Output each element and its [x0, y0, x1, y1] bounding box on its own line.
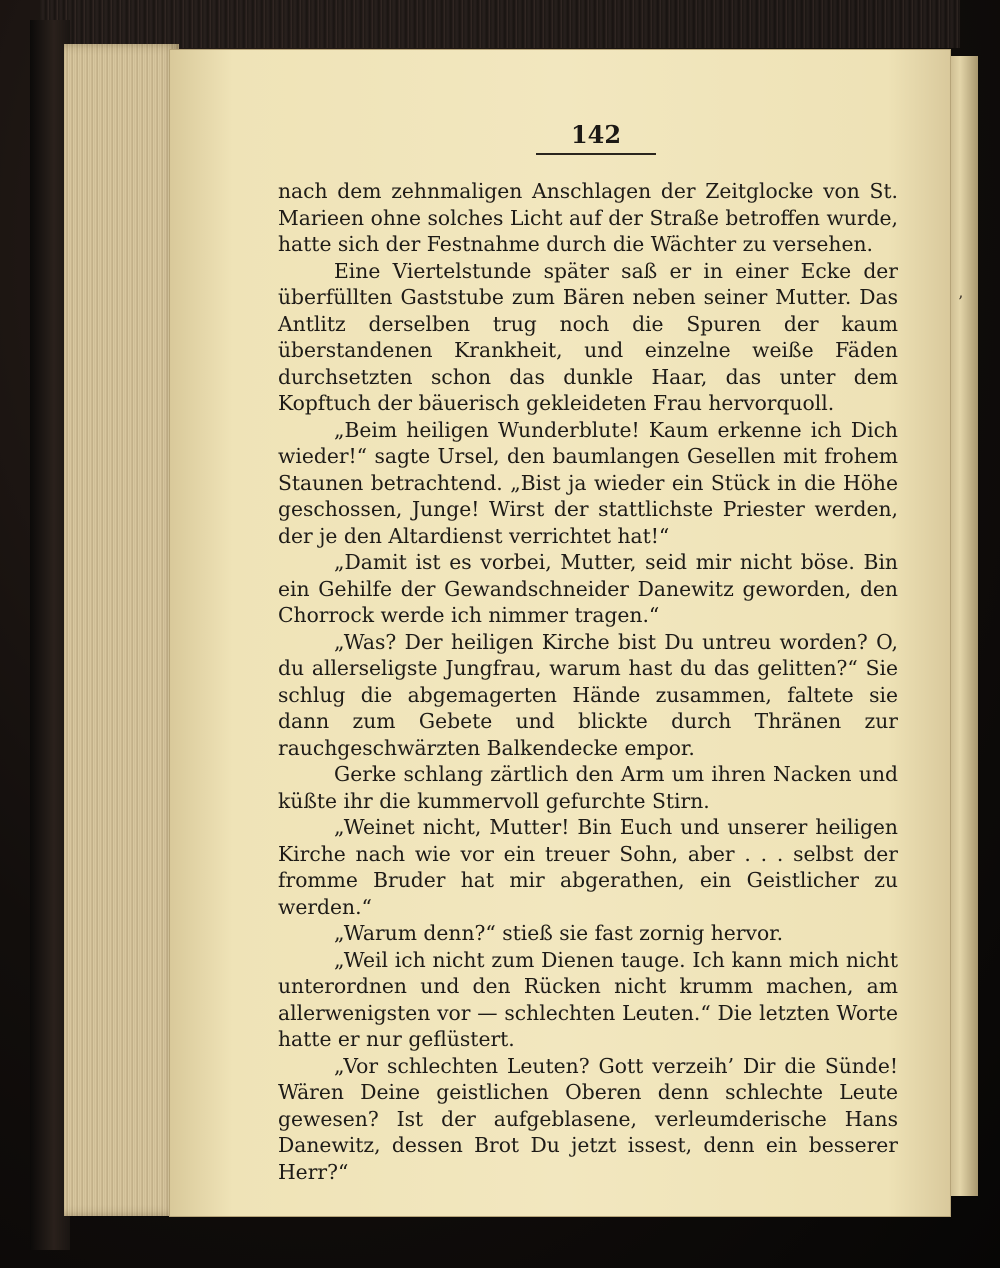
paragraph-5: „Was? Der heiligen Kirche bist Du untreu worden? O, du allerseligste Jungfrau, warum hast du das gelitten?“ Sie schlug die abgemagerten Hände zusammen, faltete sie dann zum Gebete und blickte durch Thränen zur rauchgeschwärzten Balkendecke empor.: [278, 629, 898, 760]
book-cover-top: [40, 0, 960, 48]
margin-mark: ’: [958, 292, 964, 311]
paragraph-3: „Beim heiligen Wunderblute! Kaum erkenne ich Dich wieder!“ sagte Ursel, den baumlangen Gesellen mit frohem Staunen betrachtend. „Bist ja wieder ein Stück in die Höhe geschossen, Junge! Wirst der stattlichste Priester werden, der je den Altardienst verrichtet hat!“: [278, 417, 898, 548]
paragraph-1: nach dem zehnmaligen Anschlagen der Zeitglocke von St. Marieen ohne solches Licht auf der Straße betroffen wurde, hatte sich der Festnahme durch die Wächter zu versehen.: [278, 179, 898, 256]
paragraph-7: „Weinet nicht, Mutter! Bin Euch und unserer heiligen Kirche nach wie vor ein treuer Sohn, aber . . . selbst der fromme Bruder hat mir abgerathen, ein Geistlicher zu werden.“: [278, 815, 898, 919]
page-number: 142: [570, 120, 622, 149]
paragraph-2: Eine Viertelstunde später saß er in einer Ecke der überfüllten Gaststube zum Bären neben seiner Mutter. Das Antlitz derselben trug noch die Spuren der kaum überstandenen Krankheit, und einzelne weiße Fäden durchsetzten schon das dunkle Haar, das unter dem Kopftuch der bäuerisch gekleideten Frau hervorquoll.: [278, 258, 898, 415]
paragraph-6: Gerke schlang zärtlich den Arm um ihren Nacken und küßte ihr die kummervoll gefurchte Stirn.: [278, 762, 898, 813]
paragraph-8: „Warum denn?“ stieß sie fast zornig hervor.: [334, 921, 784, 945]
page-body-text: [278, 178, 898, 1185]
paragraph-9: „Weil ich nicht zum Dienen tauge. Ich kann mich nicht unterordnen und den Rücken nicht krumm machen, am allerwenigsten vor — schlechten Leuten.“ Die letzten Worte hatte er nur geflüstert.: [278, 947, 898, 1051]
paragraph-4: „Damit ist es vorbei, Mutter, seid mir nicht böse. Bin ein Gehilfe der Gewandschneider Danewitz geworden, den Chorrock werde ich nimmer tragen.“: [278, 550, 898, 627]
paragraph-10: „Vor schlechten Leuten? Gott verzeih’ Dir die Sünde! Wären Deine geistlichen Oberen denn schlechte Leute gewesen? Ist der aufgeblasene, verleumderische Hans Danewitz, dessen Brot Du jetzt issest, denn ein besserer Herr?“: [278, 1053, 898, 1184]
right-page-edge: [948, 56, 978, 1196]
page-stack-edges: [64, 44, 179, 1216]
page-number-rule: [536, 153, 656, 155]
